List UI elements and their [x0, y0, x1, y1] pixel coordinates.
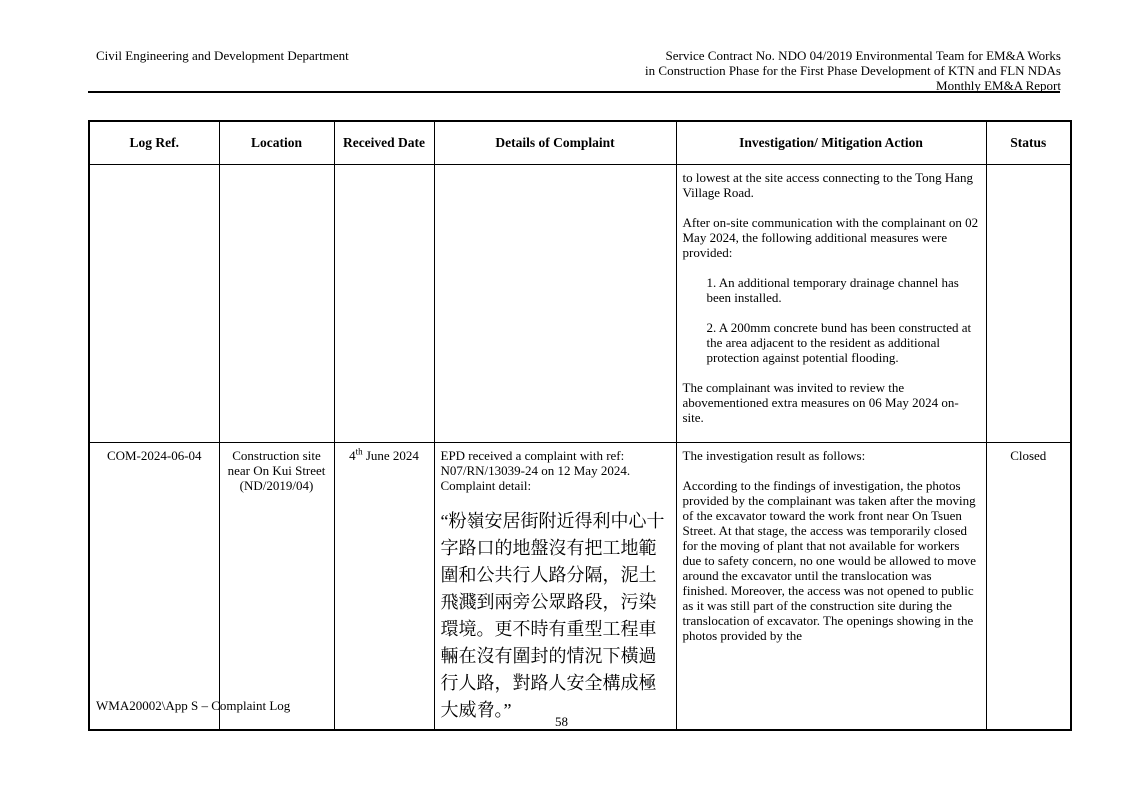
investigation-paragraph: to lowest at the site access connecting to the Tong Hang Village Road.: [682, 169, 974, 200]
header-divider: [88, 91, 1060, 93]
contract-title-line-1: Service Contract No. NDO 04/2019 Environmental Team for EM&A Works: [665, 48, 1061, 63]
investigation-paragraph: After on-site communication with the complainant on 02 May 2024, the following additional measures were provided:: [682, 214, 979, 260]
contract-title-line-3: Monthly EM&A Report: [936, 78, 1061, 93]
status-cell: Closed: [986, 442, 1071, 730]
investigation-cell: [676, 442, 986, 730]
complaint-log-table: [88, 120, 1072, 731]
investigation-paragraph: The complainant was invited to review the abovementioned extra measures on 06 May 2024 on-site.: [682, 379, 959, 425]
col-header-status: Status: [986, 121, 1071, 164]
received-date-rest: June 2024: [362, 447, 419, 463]
location-cell: [219, 164, 334, 442]
contract-title-block: [645, 48, 1061, 93]
col-header-location: Location: [219, 121, 334, 164]
investigation-cell: [676, 164, 986, 442]
received-date-cell: [334, 442, 434, 730]
col-header-log-ref: Log Ref.: [89, 121, 219, 164]
details-cell: [434, 164, 676, 442]
location-text: Construction site near On Kui Street (ND/2019/04): [227, 447, 326, 493]
department-name: Civil Engineering and Development Department: [96, 48, 349, 63]
col-header-details: Details of Complaint: [434, 121, 676, 164]
document-reference: WMA20002\App S – Complaint Log: [96, 698, 291, 713]
investigation-paragraph: According to the findings of investigation, the photos provided by the complainant was taken after the moving of the excavator toward the work front near On Tsuen Street. At that stage, the access was temporarily closed for the moving of plant that not available for workers due to safety concern, no one would be allowed to move around the excavator until the translocation was finished. Moreover, the access was not opened to public as it was still part of the construction site during the translocation of excavator. The openings showing in the photos provided by the: [682, 477, 976, 643]
details-cell: [434, 442, 676, 730]
investigation-list-item: 1. An additional temporary drainage channel has been installed.: [706, 274, 959, 305]
location-cell: [219, 442, 334, 730]
received-date-day: 4: [349, 447, 356, 463]
page-number: 58: [555, 714, 568, 729]
investigation-paragraph: The investigation result as follows:: [682, 447, 866, 463]
details-english-text: EPD received a complaint with ref: N07/RN/13039-24 on 12 May 2024. Complaint detail:: [440, 447, 631, 493]
investigation-list-item: 2. A 200mm concrete bund has been constructed at the area adjacent to the resident as additional protection against potential flooding.: [706, 319, 972, 365]
received-date-ordinal: th: [355, 446, 363, 457]
log-ref-cell: COM-2024-06-04: [89, 442, 219, 730]
table-header-row: [89, 121, 1071, 164]
contract-title-line-2: in Construction Phase for the First Phase Development of KTN and FLN NDAs: [645, 63, 1061, 78]
table-row-com-2024-06-04: [89, 442, 1071, 730]
details-chinese-text: “粉嶺安居街附近得利中心十字路口的地盤沒有把工地範圍和公共行人路分隔，泥土飛濺到兩旁公眾路段，污染環境。更不時有重型工程車輛在沒有圍封的情況下橫過行人路，對路人安全構成極大威脅。”: [440, 510, 665, 720]
status-cell: [986, 164, 1071, 442]
log-ref-cell: [89, 164, 219, 442]
col-header-investigation: Investigation/ Mitigation Action: [676, 121, 986, 164]
received-date-cell: [334, 164, 434, 442]
col-header-received-date: Received Date: [334, 121, 434, 164]
table-row-continuation: [89, 164, 1071, 442]
